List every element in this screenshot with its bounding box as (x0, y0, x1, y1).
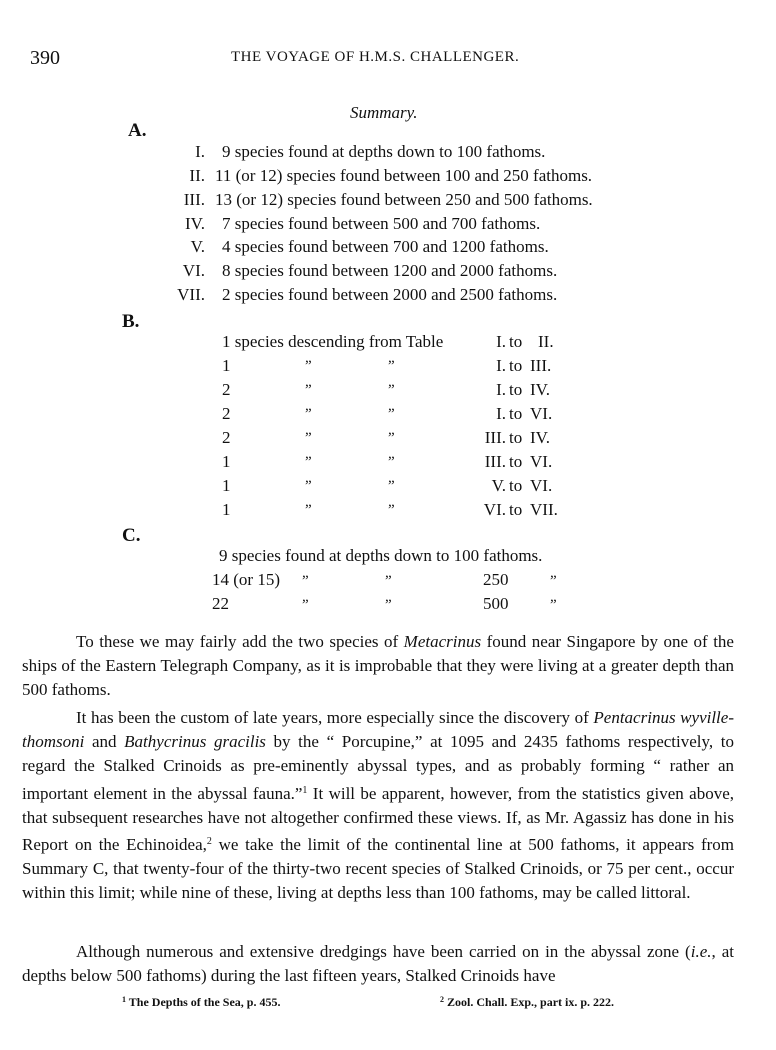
ditto-mark: ” (305, 382, 312, 398)
footnote-1: $^1$ The Depths of the Sea, p. 455. (122, 995, 281, 1009)
genus-name: Metacrinus (403, 632, 482, 651)
to-table: IV. (530, 428, 550, 447)
depth-value: 250 (483, 570, 509, 589)
from-table: V. (491, 476, 506, 495)
footnote-ref[interactable]: 1 (302, 784, 308, 796)
ditto-mark: ” (388, 478, 395, 494)
ditto-mark: ” (305, 430, 312, 446)
to-word: to (509, 452, 523, 471)
ditto-mark: ” (388, 382, 395, 398)
row-numeral: I. (195, 142, 205, 161)
paragraph-3: Although numerous and extensive dredgings have been carried on in the abyssal zone (i.e., at depths below 500 fathoms) during the last fifteen years, Stalked Crinoids have (22, 942, 734, 986)
ditto-mark: ” (550, 573, 557, 589)
ditto-mark: ” (302, 573, 309, 589)
section-b-label: B. (122, 311, 140, 332)
row-numeral: VII. (177, 285, 205, 304)
ditto-mark: ” (302, 597, 309, 613)
paragraph-1: To these we may fairly add the two species of Metacrinus found near Singapore by one of the ships of the Eastern Telegraph Company, as it is improbable that they were living at a greater depth than 500 fathoms. (22, 632, 734, 700)
to-word: to (509, 428, 523, 447)
row-text: 11 (or 12) species found between 100 and 250 fathoms. (215, 166, 593, 185)
ditto-mark: ” (305, 454, 312, 470)
species-count: 1 (222, 476, 231, 495)
row-text: 8 species found between 1200 and 2000 fathoms. (222, 261, 558, 280)
to-table: VI. (530, 404, 553, 423)
to-table: VII. (530, 500, 558, 519)
section-a-label: A. (128, 120, 147, 141)
row-text: 13 (or 12) species found between 250 and 500 fathoms. (215, 190, 593, 209)
from-table: VI. (483, 500, 506, 519)
species-name: Pentacrinus wyville-thomsoni (22, 708, 734, 752)
to-word: to (509, 476, 523, 495)
species-name: Bathycrinus gracilis (124, 732, 266, 752)
ditto-mark: ” (305, 406, 312, 422)
to-word: to (509, 356, 523, 375)
ditto-mark: ” (388, 454, 395, 470)
ditto-mark: ” (388, 406, 395, 422)
depth-value: 500 (483, 594, 509, 613)
from-table: III. (484, 452, 506, 471)
species-count: 2 (222, 428, 231, 447)
species-count: 1 (222, 356, 231, 375)
to-table: III. (530, 356, 552, 375)
row-text: 2 species found between 2000 and 2500 fathoms. (222, 285, 558, 304)
page-number: 390 (30, 47, 60, 69)
species-count: 22 (212, 594, 229, 613)
from-table: I. (496, 356, 506, 375)
row-text: 7 species found between 500 and 700 fathoms. (222, 214, 541, 233)
section-b-header: 1 species descending from Table (222, 332, 444, 351)
row-numeral: VI. (182, 261, 205, 280)
ditto-mark: ” (305, 478, 312, 494)
species-count: 14 (or 15) (212, 570, 280, 589)
ditto-mark: ” (388, 502, 395, 518)
footnote-2: $^2$ Zool. Chall. Exp., part ix. p. 222. (440, 995, 615, 1009)
row-numeral: II. (189, 166, 205, 185)
row-numeral: V. (190, 237, 205, 256)
row-numeral: IV. (185, 214, 205, 233)
to-table: VI. (530, 476, 553, 495)
ditto-mark: ” (388, 430, 395, 446)
summary-title: Summary. (350, 103, 418, 122)
to-table: II. (538, 332, 554, 351)
to-word: to (509, 380, 523, 399)
footnote-ref[interactable]: 2 (206, 836, 212, 848)
to-word: to (509, 404, 523, 423)
section-c-first-row: 9 species found at depths down to 100 fathoms. (219, 546, 543, 565)
ditto-mark: ” (385, 597, 392, 613)
ditto-mark: ” (385, 573, 392, 589)
section-c-label: C. (122, 525, 141, 546)
from-table: I. (496, 332, 506, 351)
paragraph-2: It has been the custom of late years, more especially since the discovery of Pentacrinus wyville-thomsoni and Bathycrinus gracilis by the “ Porcupine,” at 1095 and 2435 fathoms respectively, to regard the Stalked Crinoids as pre-eminently abyssal types, and as probably forming “ rather an important element in the abyssal fauna.”$^1$ It will be apparent, however, from the statistics given above, that subsequent researches have not altogether confirmed these views. If, as Mr. Agassiz has done in his Report on the Echinoidea,$^2$ we take the limit of the continental line at 500 fathoms, it appears from Summary C, that twenty-four of the thirty-two recent species of Stalked Crinoids, or 75 per cent., occur within this limit; while nine of these, living at depths less than 100 fathoms, may be called littoral. (22, 708, 734, 903)
species-count: 1 (222, 452, 231, 471)
abbreviation: i.e. (690, 942, 712, 961)
ditto-mark: ” (550, 597, 557, 613)
row-text: 4 species found between 700 and 1200 fathoms. (222, 237, 549, 256)
species-count: 2 (222, 404, 231, 423)
row-numeral: III. (183, 190, 205, 209)
ditto-mark: ” (305, 358, 312, 374)
species-count: 2 (222, 380, 231, 399)
running-title: THE VOYAGE OF H.M.S. CHALLENGER. (231, 49, 520, 65)
from-table: III. (484, 428, 506, 447)
ditto-mark: ” (305, 502, 312, 518)
to-word: to (509, 332, 523, 351)
species-count: 1 (222, 500, 231, 519)
to-table: IV. (530, 380, 550, 399)
to-table: VI. (530, 452, 553, 471)
from-table: I. (496, 404, 506, 423)
to-word: to (509, 500, 523, 519)
from-table: I. (496, 380, 506, 399)
row-text: 9 species found at depths down to 100 fathoms. (222, 142, 546, 161)
ditto-mark: ” (388, 358, 395, 374)
